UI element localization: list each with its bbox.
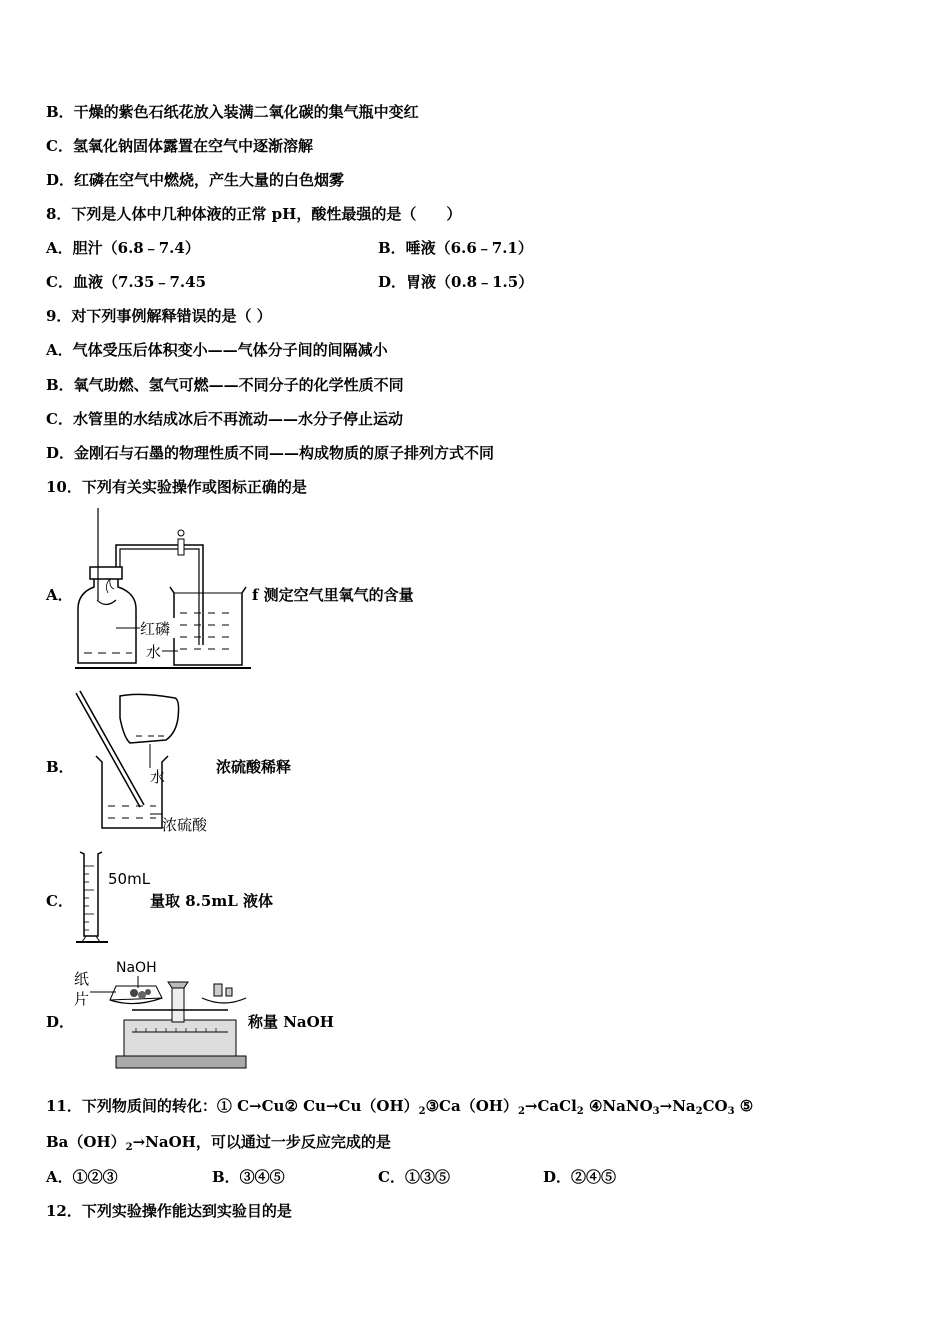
- question-12: 12．下列实验操作能达到实验目的是: [46, 1202, 292, 1220]
- paper-label-2: 片: [74, 990, 90, 1008]
- q10-option-d-label: D．: [46, 1013, 75, 1031]
- q11-text-part: →Na: [659, 1097, 696, 1115]
- oxygen-measurement-apparatus-figure: [70, 505, 255, 670]
- subscript: 2: [517, 1106, 525, 1117]
- q9-option-c: C．水管里的水结成冰后不再流动——水分子停止运动: [46, 410, 403, 428]
- subscript: 2: [576, 1106, 584, 1117]
- q9-option-a: A．气体受压后体积变小——气体分子间的间隔减小: [46, 341, 388, 359]
- subscript: 2: [418, 1106, 426, 1117]
- q10-option-b-label: B．: [46, 758, 74, 776]
- q7-option-b: B．干燥的紫色石纸花放入装满二氧化碳的集气瓶中变红: [46, 103, 419, 121]
- concentrated-sulfuric-acid-label: 浓硫酸: [162, 816, 208, 834]
- q10-option-c-label: C．: [46, 892, 73, 910]
- q11-text-part: 11．下列物质间的转化：① C→Cu② Cu→Cu（OH）: [46, 1097, 419, 1115]
- question-10: 10．下列有关实验操作或图标正确的是: [46, 478, 307, 496]
- subscript: 3: [727, 1106, 735, 1117]
- q11-text-part: ⑤: [734, 1097, 754, 1115]
- q11-text-part: ④NaNO: [583, 1097, 653, 1115]
- q7-option-c: C．氢氧化钠固体露置在空气中逐渐溶解: [46, 137, 313, 155]
- q11-option-b: B．③④⑤: [212, 1168, 285, 1186]
- red-phosphorus-label: 红磷: [140, 620, 171, 638]
- subscript: 2: [695, 1106, 703, 1117]
- subscript: 2: [125, 1142, 133, 1153]
- acid-dilution-figure: [70, 688, 230, 838]
- q9-option-b: B．氧气助燃、氢气可燃——不同分子的化学性质不同: [46, 376, 404, 394]
- naoh-label: NaOH: [116, 960, 157, 976]
- balance-weighing-figure: [72, 958, 252, 1074]
- graduated-cylinder-figure: [74, 848, 154, 948]
- q11-text-part: ③Ca（OH）: [425, 1097, 518, 1115]
- q11-text-part: Ba（OH）: [46, 1133, 126, 1151]
- q9-option-d: D．金刚石与石墨的物理性质不同——构成物质的原子排列方式不同: [46, 444, 495, 462]
- q8-option-d: D．胃液（0.8﹣1.5）: [378, 273, 534, 291]
- question-8: 8．下列是人体中几种体液的正常 pH，酸性最强的是（ ）: [46, 205, 462, 223]
- water-label-b: 水: [150, 768, 166, 786]
- q8-option-b: B．唾液（6.6﹣7.1）: [378, 239, 533, 257]
- q11-text-part: →NaOH，可以通过一步反应完成的是: [132, 1133, 391, 1151]
- water-label: 水: [146, 643, 162, 661]
- subscript: 3: [652, 1106, 660, 1117]
- q11-text-part: CO: [702, 1097, 728, 1115]
- q11-option-c: C．①③⑤: [378, 1168, 450, 1186]
- q10-option-d-text: 称量 NaOH: [248, 1013, 334, 1031]
- q10-option-a-text: f 测定空气里氧气的含量: [252, 586, 414, 604]
- q11-option-a: A．①②③: [46, 1168, 118, 1186]
- question-9: 9．对下列事例解释错误的是（ ）: [46, 307, 272, 325]
- question-11-line-1: [46, 1096, 753, 1122]
- paper-label-1: 纸: [74, 970, 90, 988]
- q8-option-c: C．血液（7.35﹣7.45: [46, 273, 207, 291]
- q10-option-c-text: 量取 8.5mL 液体: [150, 892, 273, 910]
- q11-option-d: D．②④⑤: [543, 1168, 617, 1186]
- cylinder-volume-label: 50mL: [108, 870, 151, 888]
- q10-option-b-text: 浓硫酸稀释: [216, 758, 292, 776]
- q7-option-d: D．红磷在空气中燃烧，产生大量的白色烟雾: [46, 171, 345, 189]
- q10-option-a-label: A．: [46, 586, 73, 604]
- q11-text-part: →CaCl: [524, 1097, 577, 1115]
- q8-option-a: A．胆汁（6.8﹣7.4）: [46, 239, 200, 257]
- question-11-line-2: [46, 1132, 391, 1158]
